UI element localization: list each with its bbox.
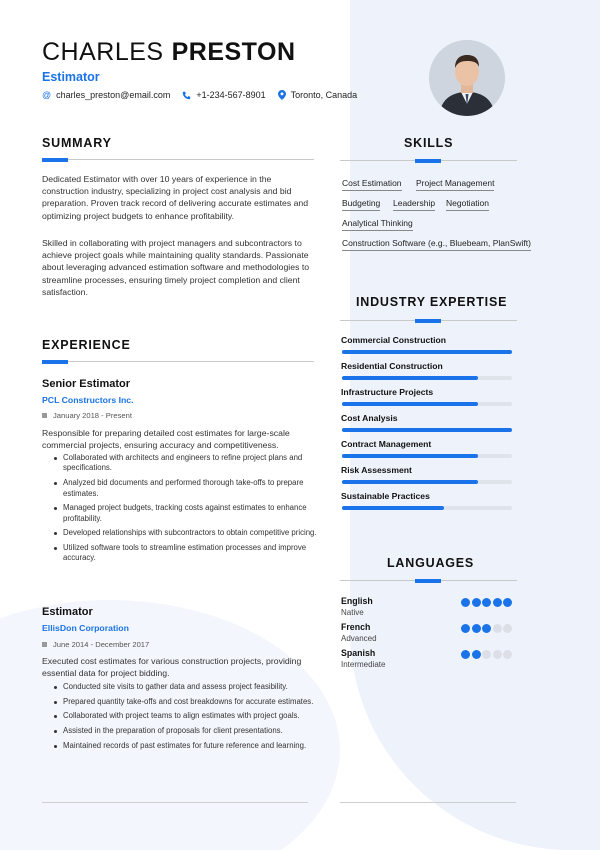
rating-dot-empty <box>493 650 502 659</box>
rating-dot-empty <box>493 624 502 633</box>
job-1-dates <box>42 411 132 420</box>
expertise-bar <box>342 454 512 458</box>
experience-heading: EXPERIENCE <box>42 338 131 352</box>
email-contact[interactable] <box>42 90 170 100</box>
rating-dot-filled <box>503 598 512 607</box>
language-name: English <box>341 596 373 606</box>
expertise-label: Residential Construction <box>341 361 443 371</box>
list-item: Collaborated with architects and engineers to refine project plans and specifications. <box>52 453 318 474</box>
summary-accent <box>42 158 68 162</box>
rating-dot-empty <box>482 650 491 659</box>
list-item: Conducted site visits to gather data and assess project feasibility. <box>52 682 318 692</box>
list-item: Analyzed bid documents and performed thorough take-offs to prepare estimates. <box>52 478 318 499</box>
language-level: Advanced <box>341 634 377 643</box>
list-item: Assisted in the preparation of proposals for client presentations. <box>52 726 318 736</box>
expertise-label: Cost Analysis <box>341 413 398 423</box>
rating-dot-empty <box>503 650 512 659</box>
job-1-bullets <box>52 453 318 568</box>
skills-accent <box>415 159 441 163</box>
skill-tag: Leadership <box>393 198 435 211</box>
job-2-title: Estimator <box>42 606 93 618</box>
rating-dot-empty <box>503 624 512 633</box>
expertise-bar-fill <box>342 428 512 432</box>
language-name: French <box>341 622 371 632</box>
language-level: Intermediate <box>341 660 386 669</box>
expertise-bar <box>342 480 512 484</box>
rating-dot-filled <box>461 650 470 659</box>
experience-rule <box>42 361 314 362</box>
job-1-description: Responsible for preparing detailed cost estimates for large-scale commercial projects, ensuring accuracy and competitiveness. <box>42 428 290 451</box>
skill-tag: Construction Software (e.g., Bluebeam, PlanSwift) <box>342 238 531 251</box>
expertise-bar-fill <box>342 376 478 380</box>
expertise-label: Infrastructure Projects <box>341 387 434 397</box>
job-title-header: Estimator <box>42 70 100 84</box>
location-pin-icon <box>278 90 286 100</box>
job-2-bullets <box>52 682 318 756</box>
skills-heading: SKILLS <box>404 136 454 150</box>
list-item: Maintained records of past estimates for future reference and learning. <box>52 741 318 751</box>
rating-dot-filled <box>482 598 491 607</box>
location-text: Toronto, Canada <box>290 90 358 100</box>
expertise-bar-fill <box>342 480 478 484</box>
contact-bar <box>42 90 369 100</box>
skill-tag: Cost Estimation <box>342 178 402 191</box>
rating-dot-filled <box>493 598 502 607</box>
job-1-company: PCL Constructors Inc. <box>42 395 134 405</box>
job-2-dates-text: June 2014 - December 2017 <box>53 640 150 649</box>
expertise-bar-fill <box>342 350 512 354</box>
language-rating <box>461 624 514 633</box>
phone-text: +1-234-567-8901 <box>196 90 266 100</box>
language-level: Native <box>341 608 364 617</box>
expertise-bar-fill <box>342 402 478 406</box>
location-contact <box>278 90 358 100</box>
expertise-bar <box>342 402 512 406</box>
expertise-bar <box>342 376 512 380</box>
expertise-label: Commercial Construction <box>341 335 447 345</box>
expertise-bar <box>342 506 512 510</box>
job-2-company: EllisDon Corporation <box>42 623 129 633</box>
rating-dot-filled <box>482 624 491 633</box>
summary-heading: SUMMARY <box>42 136 112 150</box>
summary-paragraph-1: Dedicated Estimator with over 10 years of experience in the construction industry, specializing in project cost analysis and bid preparation. Proven track record of delivering accurate estimates and optimizing project budgets to enhance profitability. <box>42 174 309 221</box>
email-text: charles_preston@email.com <box>56 90 171 100</box>
summary-rule <box>42 159 314 160</box>
job-2-dates <box>42 640 149 649</box>
job-1-dates-text: January 2018 - Present <box>53 411 132 420</box>
list-item: Collaborated with project teams to align estimates with project goals. <box>52 711 318 721</box>
rating-dot-filled <box>472 624 481 633</box>
candidate-name <box>42 38 296 67</box>
skill-tag: Budgeting <box>342 198 380 211</box>
experience-accent <box>42 360 68 364</box>
language-name: Spanish <box>341 648 376 658</box>
expertise-bar <box>342 428 512 432</box>
list-item: Utilized software tools to streamline estimation processes and improve accuracy. <box>52 543 318 564</box>
language-rating <box>461 650 514 659</box>
list-item: Managed project budgets, tracking costs against estimates to enhance profitability. <box>52 503 318 524</box>
list-item: Developed relationships with subcontractors to obtain competitive pricing. <box>52 528 318 538</box>
calendar-icon <box>42 642 47 647</box>
expertise-bar <box>342 350 512 354</box>
expertise-label: Risk Assessment <box>341 465 412 475</box>
summary-paragraph-2: Skilled in collaborating with project managers and subcontractors to achieve project goals while maintaining quality standards. Passionate about leveraging advanced estimation software and methodologies to streamline processes, ensuring timely project completion and client satisfaction. <box>42 238 310 297</box>
expertise-bar-fill <box>342 506 444 510</box>
expertise-bar-fill <box>342 454 478 458</box>
list-item: Prepared quantity take-offs and cost breakdowns for accurate estimates. <box>52 697 318 707</box>
expertise-label: Sustainable Practices <box>341 491 430 501</box>
languages-heading: LANGUAGES <box>387 556 475 570</box>
job-1-title: Senior Estimator <box>42 378 131 390</box>
first-name: CHARLES <box>42 38 164 66</box>
expertise-heading: INDUSTRY EXPERTISE <box>356 295 508 309</box>
rating-dot-filled <box>461 598 470 607</box>
footer-rule-left <box>42 802 308 803</box>
languages-accent <box>415 579 441 583</box>
expertise-accent <box>415 319 441 323</box>
calendar-icon <box>42 413 47 418</box>
language-rating <box>461 598 514 607</box>
skill-tag: Analytical Thinking <box>342 218 413 231</box>
phone-contact[interactable] <box>182 90 265 100</box>
skill-tag: Project Management <box>416 178 494 191</box>
last-name: PRESTON <box>171 38 296 66</box>
job-2-description: Executed cost estimates for various construction projects, providing essential data for project bidding. <box>42 656 302 679</box>
at-icon: @ <box>42 90 52 100</box>
skill-tag: Negotiation <box>446 198 489 211</box>
footer-rule-right <box>340 802 516 803</box>
phone-icon <box>182 91 191 100</box>
expertise-label: Contract Management <box>341 439 432 449</box>
avatar <box>429 40 505 116</box>
rating-dot-filled <box>472 650 481 659</box>
rating-dot-filled <box>472 598 481 607</box>
rating-dot-filled <box>461 624 470 633</box>
